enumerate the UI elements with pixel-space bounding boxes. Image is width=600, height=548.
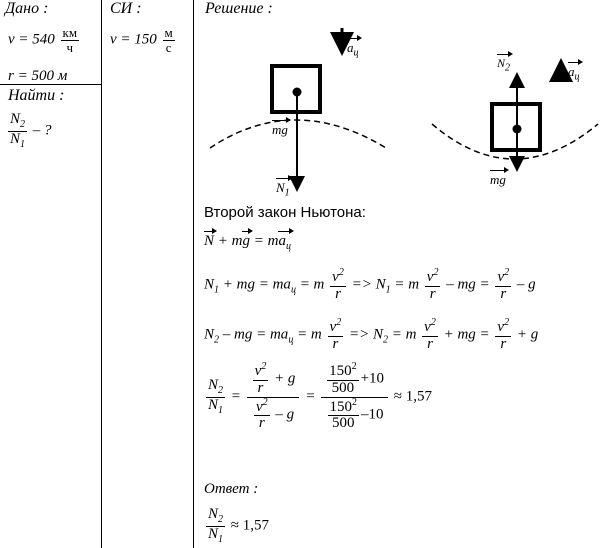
newton-law-title: Второй закон Ньютона:	[204, 204, 366, 221]
velocity-unit-ms: $\frac{м}{с}$	[164, 25, 173, 55]
ratio-numeric: $\frac{150^2}{500}$ +10 $\frac{150^2}{500}$ –10	[321, 362, 388, 432]
given-radius: r = 500 м	[8, 68, 68, 84]
si-header: СИ :	[110, 0, 142, 17]
force-diagrams	[194, 0, 600, 200]
ratio-computation: $\frac{N_2}{N_1}$ = $\frac{v^2}{r}$ + g $\frac{v^2}{r}$ – g = $\frac{150^2}{500}$ +10 $\frac{150^2}{500}$ –10 ≈ 1,57	[208, 361, 433, 432]
label-mg-right: mg	[490, 172, 506, 187]
answer-value: $\frac{N_2}{N_1}$ ≈ 1,57	[208, 506, 269, 545]
label-N2: $N_2$	[497, 56, 511, 74]
ratio-symbolic: $\frac{v^2}{r}$ + g $\frac{v^2}{r}$ – g	[247, 362, 300, 432]
label-mg-left: mg	[272, 122, 288, 137]
given-header: Дано :	[5, 0, 49, 17]
find-header: Найти :	[8, 87, 65, 104]
given-velocity: v = 540 $\frac{км}{ч}$	[8, 25, 78, 55]
find-ratio: $\frac{N_2}{N_1}$ – ?	[10, 111, 52, 150]
equation-2: $N_2$ – mg = $ma_ц = m$ $\frac{v^2}{r}$ => $N_2 = m$ $\frac{v^2}{r}$ + mg = $\frac{v^2}{r}$ + g	[204, 317, 539, 352]
label-N1: $N_1$	[276, 180, 290, 199]
velocity-unit-kmh: $\frac{км}{ч}$	[62, 25, 78, 55]
answer-header: Ответ :	[204, 481, 259, 497]
si-velocity: v = 150 $\frac{м}{с}$	[110, 25, 173, 55]
equation-1: $N_1$ + mg = $ma_ц = m$ $\frac{v^2}{r}$ => $N_1 = m$ $\frac{v^2}{r}$ – mg = $\frac{v^2}{r}$ – g	[204, 267, 536, 302]
solution-header: Решение :	[205, 0, 273, 17]
label-a-left: $a_ц$	[347, 40, 359, 59]
label-a-right: $a_ц$	[568, 64, 580, 83]
newton-vector-equation: N + mg = $ma_ц$	[204, 233, 291, 252]
column-divider-1	[101, 0, 102, 548]
